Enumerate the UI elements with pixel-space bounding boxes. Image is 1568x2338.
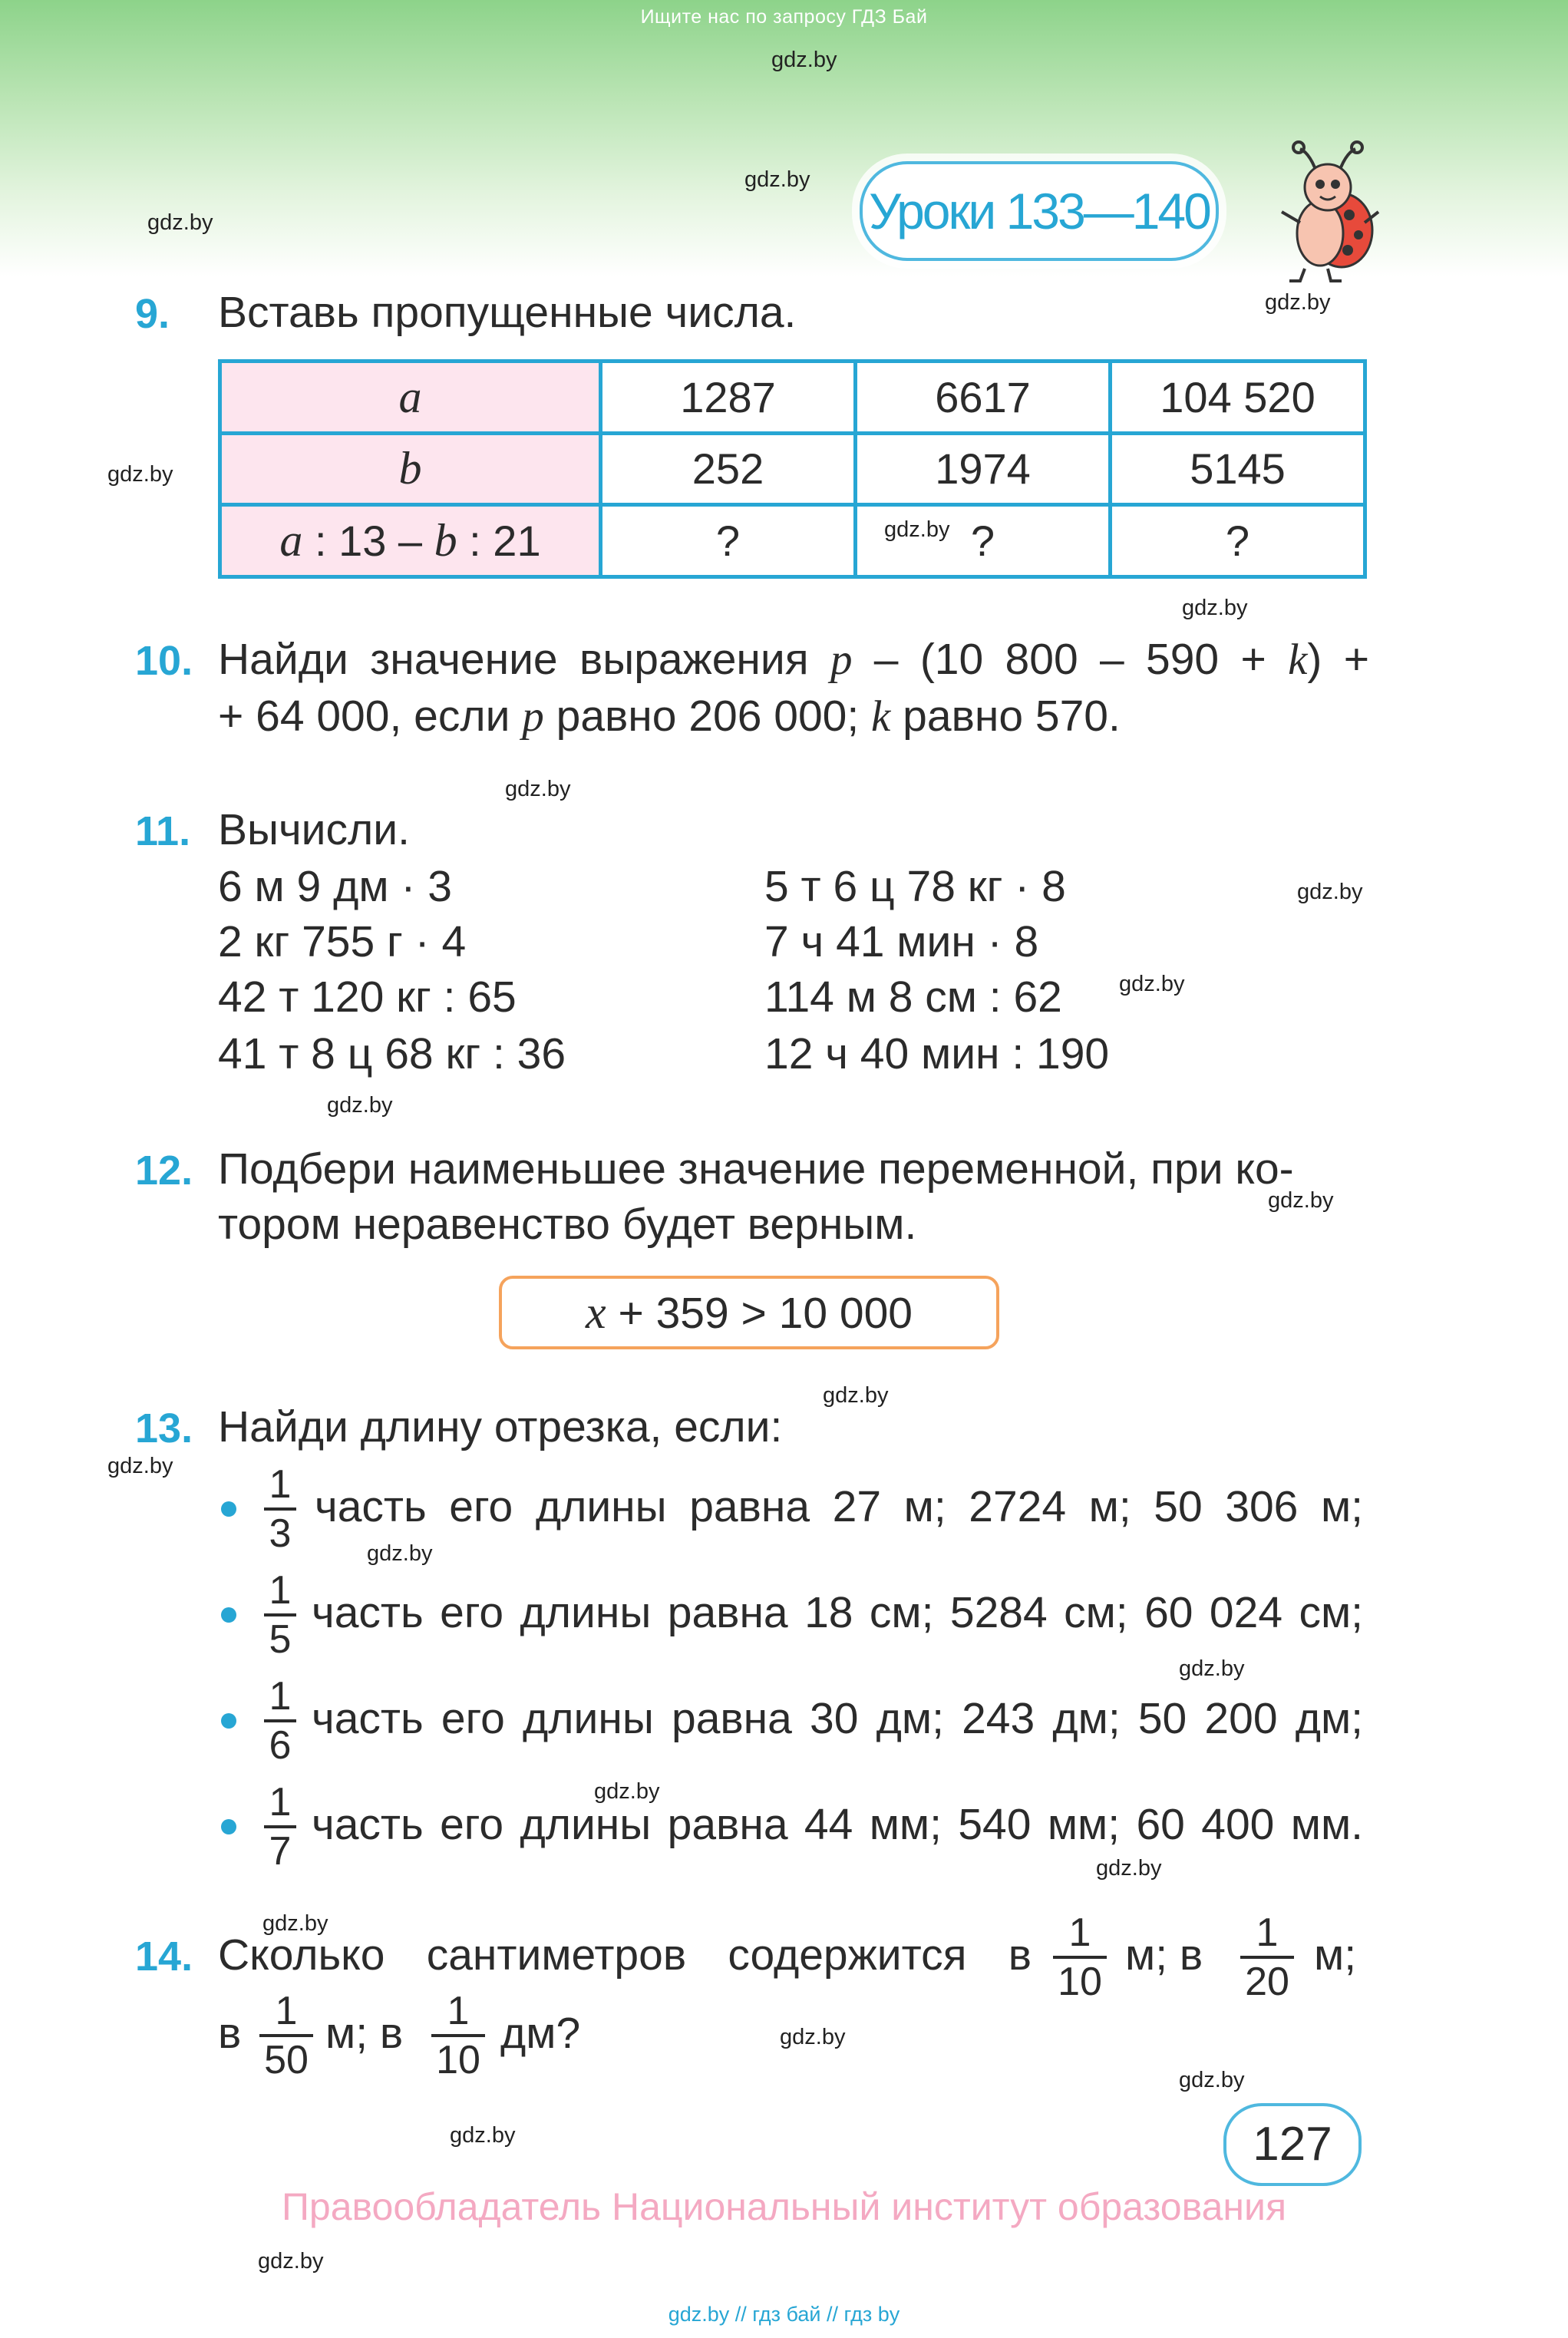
- watermark: gdz.by: [884, 517, 950, 542]
- task-text: Вычисли.: [218, 805, 410, 854]
- task-text-fragment: в: [218, 2009, 242, 2058]
- watermark: gdz.by: [594, 1779, 660, 1804]
- task-text-line: Подбери наименьшее значение переменной, при ко-: [218, 1144, 1294, 1194]
- header-banner: Ищите нас по запросу ГДЗ Бай: [640, 6, 928, 28]
- table-cell: 1287: [601, 362, 856, 434]
- list-item: часть его длины равна 44 мм; 540 мм; 60 400 мм.: [312, 1800, 1363, 1849]
- fraction: 1 7: [264, 1781, 296, 1873]
- fraction: 1 5: [264, 1569, 296, 1661]
- exercise-item: 2 кг 755 г · 4: [218, 917, 467, 966]
- watermark: gdz.by: [1182, 596, 1248, 620]
- list-item: часть его длины равна 18 см; 5284 см; 60 024 см;: [312, 1588, 1363, 1637]
- exercise-item: 5 т 6 ц 78 кг · 8: [764, 862, 1066, 911]
- watermark: gdz.by: [1096, 1856, 1162, 1881]
- task-number: 12.: [135, 1148, 193, 1194]
- task-text-line: + 64 000, если p равно 206 000; k равно 570.: [218, 692, 1121, 741]
- watermark: gdz.by: [107, 1454, 173, 1478]
- ladybug-mascot-icon: [1274, 138, 1381, 284]
- list-item: часть его длины равна 30 дм; 243 дм; 50 200 дм;: [312, 1694, 1363, 1743]
- task-number: 10.: [135, 638, 193, 684]
- watermark: gdz.by: [744, 167, 810, 192]
- task-number: 14.: [135, 1933, 193, 1980]
- table-row: [220, 433, 1365, 505]
- table-cell: 6617: [856, 362, 1111, 434]
- task-text-line: Найди значение выражения p – (10 800 – 590 + k) +: [218, 635, 1369, 684]
- watermark: gdz.by: [780, 2025, 846, 2049]
- task-number: 11.: [135, 808, 191, 854]
- fraction: 1 50: [259, 1990, 313, 2082]
- fraction: 1 20: [1240, 1911, 1294, 2003]
- table-cell: 1974: [856, 433, 1111, 505]
- watermark: gdz.by: [107, 462, 173, 487]
- exercise-item: 6 м 9 дм · 3: [218, 862, 452, 911]
- task-text: Найди длину отрезка, если:: [218, 1402, 783, 1451]
- table-row: [220, 505, 1365, 577]
- watermark: gdz.by: [1119, 972, 1185, 996]
- watermark: gdz.by: [258, 2249, 324, 2274]
- bullet-icon: [221, 1819, 236, 1834]
- task-text-line: Сколько сантиметров содержится в: [218, 1930, 1032, 1980]
- task-number: 9.: [135, 291, 170, 337]
- task-text: Вставь пропущенные числа.: [218, 288, 797, 337]
- row-label-b: b: [220, 433, 601, 505]
- table-row: [220, 362, 1365, 434]
- bullet-icon: [221, 1713, 236, 1729]
- watermark: gdz.by: [327, 1093, 393, 1118]
- exercise-item: 114 м 8 см : 62: [764, 973, 1062, 1022]
- table-cell: ?: [1111, 505, 1365, 577]
- watermark: gdz.by: [1268, 1188, 1334, 1213]
- table-cell: ?: [856, 505, 1111, 577]
- watermark: gdz.by: [1179, 2068, 1245, 2092]
- watermark: gdz.by: [1297, 880, 1363, 904]
- exercise-item: 7 ч 41 мин · 8: [764, 917, 1039, 966]
- watermark: gdz.by: [1179, 1656, 1245, 1681]
- row-label-a: a: [220, 362, 601, 434]
- table-cell: 252: [601, 433, 856, 505]
- footer-links: gdz.by // гдз бай // гдз by: [668, 2303, 900, 2326]
- task-text-line: тором неравенство будет верным.: [218, 1200, 917, 1249]
- exercise-item: 12 ч 40 мин : 190: [764, 1029, 1110, 1078]
- task-text-fragment: м;: [1314, 1930, 1357, 1980]
- watermark: gdz.by: [450, 2123, 516, 2148]
- exercise-item: 41 т 8 ц 68 кг : 36: [218, 1029, 566, 1078]
- watermark: gdz.by: [1265, 290, 1331, 315]
- watermark: gdz.by: [367, 1541, 433, 1566]
- task-text-fragment: м; в: [325, 2009, 404, 2058]
- fraction: 1 10: [1053, 1911, 1107, 2003]
- page-number: 127: [1223, 2103, 1362, 2186]
- bullet-icon: [221, 1501, 236, 1517]
- watermark: gdz.by: [505, 777, 571, 801]
- fraction: 1 10: [431, 1990, 485, 2082]
- inequality-box: x + 359 > 10 000: [499, 1276, 999, 1349]
- table-cell: 104 520: [1111, 362, 1365, 434]
- task-text-fragment: м; в: [1125, 1930, 1203, 1980]
- values-table: [218, 359, 1367, 579]
- row-label-expression: a : 13 – b : 21: [220, 505, 601, 577]
- fraction: 1 6: [264, 1675, 296, 1767]
- lessons-title: Уроки 133—140: [869, 183, 1210, 239]
- watermark: gdz.by: [262, 1911, 328, 1936]
- exercise-item: 42 т 120 кг : 65: [218, 973, 517, 1022]
- table-cell: 5145: [1111, 433, 1365, 505]
- copyright-owner: Правообладатель Национальный институт образования: [281, 2185, 1287, 2228]
- list-item: часть его длины равна 27 м; 2724 м; 50 306 м;: [315, 1482, 1363, 1531]
- table-cell: ?: [601, 505, 856, 577]
- watermark: gdz.by: [147, 210, 213, 235]
- fraction: 1 3: [264, 1463, 296, 1555]
- watermark: gdz.by: [823, 1383, 889, 1408]
- bullet-icon: [221, 1607, 236, 1623]
- task-number: 13.: [135, 1405, 193, 1451]
- watermark: gdz.by: [771, 48, 837, 72]
- task-text-fragment: дм?: [500, 2009, 581, 2058]
